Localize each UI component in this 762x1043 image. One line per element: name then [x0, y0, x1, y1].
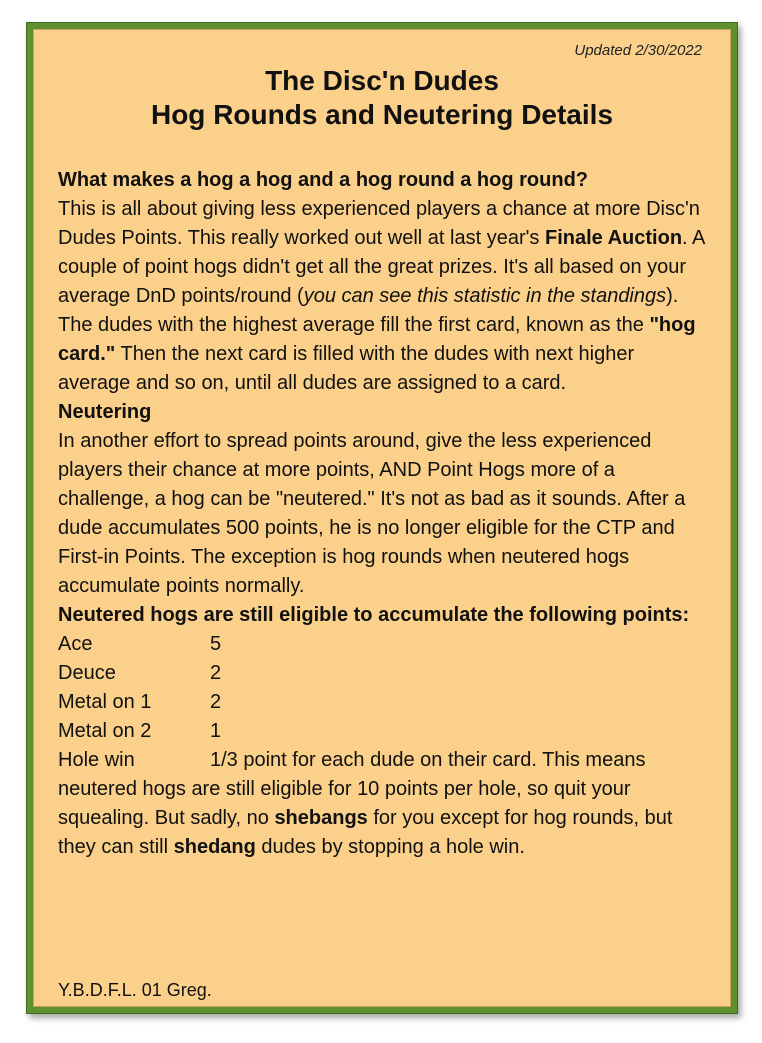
- shedang-text: shedang: [173, 836, 256, 858]
- points-value: 1: [210, 720, 222, 742]
- title-line-2: Hog Rounds and Neutering Details: [150, 99, 614, 130]
- updated-date: Updated 2/30/2022: [574, 42, 702, 59]
- points-name: Ace: [58, 633, 93, 655]
- text: Then the next card is filled with the dudes with next higher average and so on, until all dudes are assigned to a card.: [58, 343, 635, 394]
- shebangs-text: shebangs: [274, 807, 368, 829]
- points-value: 2: [210, 691, 222, 713]
- document-body: [58, 166, 706, 862]
- text: dudes by stopping a hole win.: [255, 836, 525, 858]
- points-row: [58, 717, 706, 746]
- section-2-heading: Neutering: [58, 401, 152, 423]
- hog-card-text: "hog card.": [58, 314, 696, 365]
- page-frame: [26, 22, 738, 1014]
- page-title: [34, 64, 730, 132]
- signature: Y.B.D.F.L. 01 Greg.: [58, 980, 212, 1000]
- hole-win-paragraph: [58, 746, 706, 862]
- points-name: Deuce: [58, 662, 116, 684]
- points-row: [58, 630, 706, 659]
- standings-note: you can see this statistic in the standings: [303, 285, 667, 307]
- points-row: [58, 688, 706, 717]
- points-value: 5: [210, 633, 222, 655]
- content-panel: [33, 29, 731, 1007]
- points-name: Metal on 2: [58, 720, 152, 742]
- title-line-1: The Disc'n Dudes: [265, 65, 499, 96]
- text: This is all about giving less experienced players a chance at more Disc'n Dudes Points. This really worked out well at last year's: [58, 198, 700, 249]
- text: 1/3 point for each dude on their card. This means neutered hogs are still eligible for 10 points per hole, so quit your squealing. But sadly, no: [58, 749, 646, 829]
- points-row: [58, 659, 706, 688]
- text: . A couple of point hogs didn't get all the great prizes. It's all based on your average DnD points/round (: [58, 227, 705, 307]
- text: ). The dudes with the highest average fill the first card, known as the: [58, 285, 679, 336]
- section-2-paragraph: In another effort to spread points around, give the less experienced players their chance at more points, AND Point Hogs more of a challenge, a hog can be "neutered." It's not as bad as it sounds. After a dude accumulates 500 points, he is no longer eligible for the CTP and First-in Points. The exception is hog rounds when neutered hogs accumulate points normally.: [58, 430, 686, 597]
- points-name: Metal on 1: [58, 691, 152, 713]
- section-3-heading: Neutered hogs are still eligible to accumulate the following points:: [58, 604, 690, 626]
- points-value: 2: [210, 662, 222, 684]
- section-1-paragraph: [58, 195, 706, 398]
- finale-auction-text: Finale Auction: [545, 227, 683, 249]
- hole-win-name: Hole win: [58, 749, 135, 771]
- text: for you except for hog rounds, but they can still: [58, 807, 673, 858]
- section-1-heading: What makes a hog a hog and a hog round a hog round?: [58, 169, 588, 191]
